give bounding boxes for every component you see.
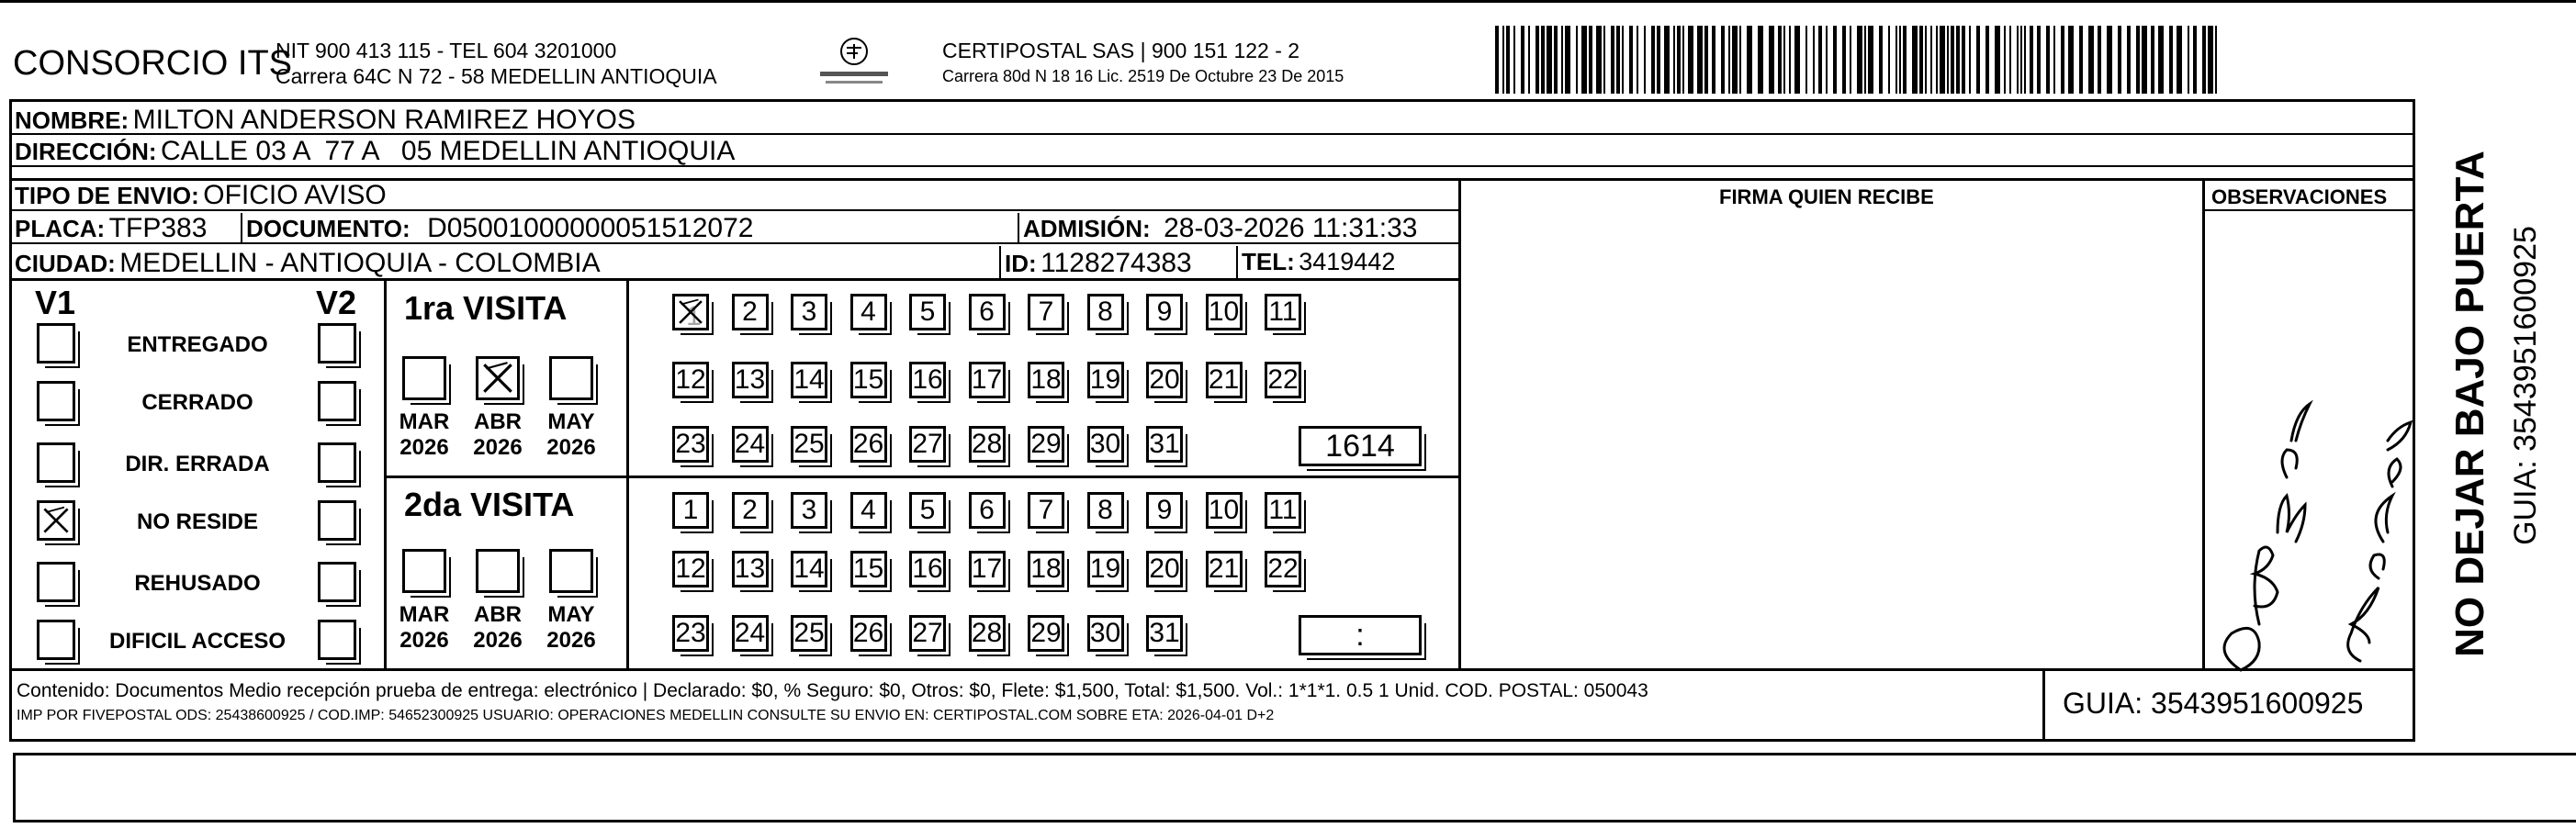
barcode-bar bbox=[1688, 26, 1693, 94]
month-label: ABR bbox=[474, 602, 522, 627]
frame-bottom bbox=[9, 739, 2415, 742]
row-line bbox=[9, 668, 2415, 671]
direccion-label: DIRECCIÓN: bbox=[15, 138, 157, 165]
barcode-bar bbox=[1879, 26, 1883, 94]
barcode-bar bbox=[1506, 26, 1510, 94]
barcode-bar bbox=[1541, 26, 1545, 94]
day-box[interactable]: 16 bbox=[909, 551, 946, 587]
barcode-bar bbox=[2037, 26, 2041, 94]
placa-value: TFP383 bbox=[108, 213, 208, 243]
day-box[interactable]: 15 bbox=[850, 551, 887, 587]
ciudad-row bbox=[15, 250, 601, 277]
barcode-bar bbox=[1622, 26, 1624, 94]
v2-checkbox[interactable] bbox=[318, 620, 356, 660]
day-box[interactable]: 31 bbox=[1146, 426, 1183, 463]
day-box[interactable]: 23 bbox=[672, 615, 709, 652]
day-box[interactable]: 10 bbox=[1206, 492, 1243, 529]
barcode-bar bbox=[1673, 26, 1675, 94]
day-box[interactable]: 28 bbox=[969, 426, 1006, 463]
day-box[interactable]: 3 bbox=[791, 294, 827, 330]
barcode-bar bbox=[2079, 26, 2083, 94]
month-label: ABR bbox=[474, 409, 522, 434]
barcode-bar bbox=[1951, 26, 1954, 94]
row-line bbox=[2202, 209, 2415, 211]
day-box[interactable]: 22 bbox=[1265, 551, 1301, 587]
frame-top bbox=[9, 99, 2415, 102]
v1-checkbox[interactable] bbox=[37, 620, 75, 660]
barcode-bar bbox=[2053, 26, 2055, 94]
v2-checkbox[interactable] bbox=[318, 562, 356, 602]
day-box[interactable]: 14 bbox=[791, 362, 827, 398]
carrier-address: Carrera 80d N 18 16 Lic. 2519 De Octubre 23 De 2015 bbox=[942, 67, 1344, 85]
tipo-label: TIPO DE ENVIO: bbox=[15, 182, 199, 209]
barcode-bar bbox=[1758, 26, 1763, 94]
barcode-bar bbox=[1899, 26, 1901, 94]
barcode-bar bbox=[1495, 26, 1499, 94]
barcode-bar bbox=[1826, 26, 1828, 94]
barcode-bar bbox=[1547, 26, 1552, 94]
v1-checkbox[interactable] bbox=[37, 562, 75, 602]
barcode-bar bbox=[2169, 26, 2173, 94]
month-checkbox[interactable] bbox=[402, 356, 446, 400]
barcode-bar bbox=[1739, 26, 1741, 94]
day-box[interactable]: 27 bbox=[909, 615, 946, 652]
day-box[interactable]: 19 bbox=[1087, 362, 1124, 398]
barcode-bar bbox=[1895, 26, 1897, 94]
visit-time-field[interactable]: 1614 bbox=[1299, 426, 1422, 466]
day-box[interactable]: 7 bbox=[1028, 294, 1064, 330]
day-box[interactable]: 6 bbox=[969, 492, 1006, 529]
day-box[interactable]: 26 bbox=[850, 426, 887, 463]
envelope-left bbox=[13, 753, 16, 822]
day-box[interactable]: 1 bbox=[672, 294, 709, 330]
barcode-bar bbox=[2188, 26, 2189, 94]
month-checkbox[interactable] bbox=[402, 549, 446, 593]
admision-value: 28-03-2026 11:31:33 bbox=[1164, 213, 1418, 243]
barcode-bar bbox=[2009, 26, 2011, 94]
barcode-bar bbox=[1813, 26, 1815, 94]
day-box[interactable]: 2 bbox=[732, 492, 769, 529]
barcode-bar bbox=[2098, 26, 2101, 94]
barcode-bar bbox=[2208, 26, 2213, 94]
id-value: 1128274383 bbox=[1041, 248, 1192, 278]
barcode-bar bbox=[1969, 26, 1971, 94]
visit-time-field[interactable]: : bbox=[1299, 615, 1422, 655]
barcode-bar bbox=[2030, 26, 2033, 94]
day-box[interactable]: 17 bbox=[969, 551, 1006, 587]
company-nit: NIT 900 413 115 - TEL 604 3201000 bbox=[276, 39, 617, 62]
barcode-bar bbox=[1947, 26, 1949, 94]
barcode-bar bbox=[2118, 26, 2121, 94]
top-edge bbox=[0, 0, 2576, 3]
firma-header: FIRMA QUIEN RECIBE bbox=[1719, 185, 1934, 208]
barcode-bar bbox=[1535, 26, 1539, 94]
barcode-bar bbox=[1940, 26, 1945, 94]
barcode-bar bbox=[1611, 26, 1614, 94]
month-checkbox[interactable] bbox=[476, 549, 520, 593]
barcode-bar bbox=[1644, 26, 1646, 94]
barcode-bar bbox=[1936, 26, 1938, 94]
year-label: 2026 bbox=[399, 435, 449, 460]
col-line bbox=[999, 246, 1001, 279]
barcode-bar bbox=[1888, 26, 1890, 94]
barcode-bar bbox=[1925, 26, 1927, 94]
barcode-bar bbox=[1565, 26, 1570, 94]
day-box[interactable]: 12 bbox=[672, 551, 709, 587]
barcode-bar bbox=[1930, 26, 1932, 94]
day-box[interactable]: 9 bbox=[1146, 294, 1183, 330]
day-box[interactable]: 13 bbox=[732, 551, 769, 587]
documento-value: D05001000000051512072 bbox=[427, 213, 754, 243]
col-line bbox=[1018, 213, 1019, 244]
documento-label: DOCUMENTO: bbox=[246, 215, 411, 242]
barcode-bar bbox=[1664, 26, 1670, 94]
nombre-value: MILTON ANDERSON RAMIREZ HOYOS bbox=[132, 105, 636, 135]
v2-checkbox[interactable] bbox=[318, 323, 356, 364]
status-label: CERRADO bbox=[141, 390, 253, 415]
barcode-bar bbox=[2017, 26, 2019, 94]
status-label: DIR. ERRADA bbox=[125, 452, 270, 476]
v2-header: V2 bbox=[316, 284, 357, 321]
day-box[interactable]: 24 bbox=[732, 426, 769, 463]
barcode-bar bbox=[1833, 26, 1837, 94]
barcode-bar bbox=[1805, 26, 1807, 94]
row-line bbox=[384, 476, 1460, 478]
status-label: ENTREGADO bbox=[127, 332, 268, 357]
id-row bbox=[1005, 250, 1192, 277]
month-checkbox[interactable] bbox=[476, 356, 520, 400]
barcode-bar bbox=[1629, 26, 1633, 94]
day-box[interactable]: 27 bbox=[909, 426, 946, 463]
day-box[interactable]: 4 bbox=[850, 492, 887, 529]
barcode-bar bbox=[1995, 26, 2000, 94]
barcode-bar bbox=[2151, 26, 2154, 94]
day-box[interactable]: 15 bbox=[850, 362, 887, 398]
barcode-bar bbox=[1682, 26, 1684, 94]
placa-row bbox=[15, 215, 207, 242]
v2-checkbox[interactable] bbox=[318, 381, 356, 421]
v2-checkbox[interactable] bbox=[318, 500, 356, 541]
v1-header: V1 bbox=[35, 284, 76, 321]
day-box[interactable]: 6 bbox=[969, 294, 1006, 330]
day-box[interactable]: 29 bbox=[1028, 615, 1064, 652]
barcode-bar bbox=[1794, 26, 1800, 94]
barcode-bar bbox=[2158, 26, 2164, 94]
v1-checkbox[interactable] bbox=[37, 323, 75, 364]
year-label: 2026 bbox=[546, 628, 596, 653]
col-line bbox=[2042, 670, 2045, 739]
col-line bbox=[1458, 178, 1461, 670]
day-box[interactable]: 8 bbox=[1087, 294, 1124, 330]
barcode-bar bbox=[1962, 26, 1965, 94]
barcode-bar bbox=[2088, 26, 2094, 94]
day-box[interactable]: 22 bbox=[1265, 362, 1301, 398]
barcode-bar bbox=[1728, 26, 1730, 94]
day-box[interactable]: 18 bbox=[1028, 362, 1064, 398]
day-box[interactable]: 14 bbox=[791, 551, 827, 587]
barcode-bar bbox=[1502, 26, 1504, 94]
day-box[interactable]: 19 bbox=[1087, 551, 1124, 587]
company-address: Carrera 64C N 72 - 58 MEDELLIN ANTIOQUIA bbox=[276, 64, 717, 88]
day-box[interactable]: 3 bbox=[791, 492, 827, 529]
placa-label: PLACA: bbox=[15, 215, 106, 242]
tipo-value: OFICIO AVISO bbox=[203, 180, 387, 210]
side-guia: GUIA: 3543951600925 bbox=[2508, 226, 2543, 545]
nombre-label: NOMBRE: bbox=[15, 106, 129, 134]
barcode-bar bbox=[1903, 26, 1907, 94]
tel-label: TEL: bbox=[1242, 248, 1295, 275]
day-box[interactable]: 10 bbox=[1206, 294, 1243, 330]
day-box[interactable]: 23 bbox=[672, 426, 709, 463]
nombre-row bbox=[15, 106, 636, 134]
tipo-row bbox=[15, 182, 387, 209]
barcode-bar bbox=[2004, 26, 2006, 94]
certipostal-logo bbox=[813, 35, 895, 90]
direccion-row bbox=[15, 138, 735, 165]
footer-content: Contenido: Documentos Medio recepción prueba de entrega: electrónico | Declarado: $0, % Seguro: $0, Otros: $0, Flete: $1,500, Total: $1,500. Vol.: 1*1*1. 0.5 1 Unid. COD. POSTAL: 050043 bbox=[17, 680, 1648, 701]
frame-left bbox=[9, 99, 12, 742]
barcode-bar bbox=[1637, 26, 1638, 94]
barcode-bar bbox=[1697, 26, 1703, 94]
year-label: 2026 bbox=[473, 628, 523, 653]
day-box[interactable]: 4 bbox=[850, 294, 887, 330]
ciudad-value: MEDELLIN - ANTIOQUIA - COLOMBIA bbox=[119, 248, 601, 278]
day-box[interactable]: 26 bbox=[850, 615, 887, 652]
year-label: 2026 bbox=[473, 435, 523, 460]
day-box[interactable]: 18 bbox=[1028, 551, 1064, 587]
year-label: 2026 bbox=[546, 435, 596, 460]
day-box[interactable]: 9 bbox=[1146, 492, 1183, 529]
day-box[interactable]: 30 bbox=[1087, 615, 1124, 652]
day-box[interactable]: 13 bbox=[732, 362, 769, 398]
barcode-bar bbox=[1677, 26, 1681, 94]
barcode-bar bbox=[1919, 26, 1923, 94]
tel-row bbox=[1242, 250, 1395, 274]
day-box[interactable]: 16 bbox=[909, 362, 946, 398]
side-title: NO DEJAR BAJO PUERTA bbox=[2447, 151, 2492, 657]
month-label: MAR bbox=[399, 602, 450, 627]
barcode bbox=[1495, 26, 2230, 94]
month-label: MAY bbox=[547, 602, 595, 627]
col-line bbox=[241, 213, 242, 244]
admision-label: ADMISIÓN: bbox=[1023, 215, 1151, 242]
barcode-bar bbox=[1850, 26, 1851, 94]
barcode-bar bbox=[1857, 26, 1862, 94]
barcode-bar bbox=[2127, 26, 2131, 94]
barcode-bar bbox=[1521, 26, 1524, 94]
carrier-name: CERTIPOSTAL SAS | 900 151 122 - 2 bbox=[942, 39, 1300, 62]
barcode-bar bbox=[2046, 26, 2050, 94]
day-box[interactable]: 31 bbox=[1146, 615, 1183, 652]
barcode-bar bbox=[2136, 26, 2140, 94]
year-label: 2026 bbox=[399, 628, 449, 653]
barcode-bar bbox=[1721, 26, 1725, 94]
day-box[interactable]: 1 bbox=[672, 492, 709, 529]
barcode-bar bbox=[1912, 26, 1918, 94]
day-box[interactable]: 30 bbox=[1087, 426, 1124, 463]
month-checkbox[interactable] bbox=[549, 356, 593, 400]
barcode-bar bbox=[1868, 26, 1873, 94]
day-box[interactable]: 20 bbox=[1146, 362, 1183, 398]
day-box[interactable]: 20 bbox=[1146, 551, 1183, 587]
id-label: ID: bbox=[1005, 250, 1037, 277]
v2-checkbox[interactable] bbox=[318, 442, 356, 483]
footer-guia: GUIA: 3543951600925 bbox=[2063, 687, 2364, 720]
barcode-bar bbox=[1789, 26, 1791, 94]
barcode-bar bbox=[1528, 26, 1530, 94]
barcode-bar bbox=[1554, 26, 1558, 94]
barcode-bar bbox=[1704, 26, 1708, 94]
month-checkbox[interactable] bbox=[549, 549, 593, 593]
day-box[interactable]: 5 bbox=[909, 492, 946, 529]
barcode-bar bbox=[2024, 26, 2026, 94]
ciudad-label: CIUDAD: bbox=[15, 250, 116, 277]
first-visit-title: 1ra VISITA bbox=[404, 289, 568, 327]
barcode-bar bbox=[2020, 26, 2022, 94]
envelope-top bbox=[13, 753, 2576, 755]
barcode-bar bbox=[1561, 26, 1563, 94]
barcode-bar bbox=[2061, 26, 2064, 94]
day-box[interactable]: 8 bbox=[1087, 492, 1124, 529]
barcode-bar bbox=[1732, 26, 1738, 94]
v1-checkbox[interactable] bbox=[37, 500, 75, 541]
observaciones-header: OBSERVACIONES bbox=[2211, 185, 2388, 208]
day-box[interactable]: 12 bbox=[672, 362, 709, 398]
direccion-value: CALLE 03 A 77 A 05 MEDELLIN ANTIOQUIA bbox=[161, 136, 736, 166]
day-box[interactable]: 5 bbox=[909, 294, 946, 330]
day-box[interactable]: 7 bbox=[1028, 492, 1064, 529]
barcode-bar bbox=[1712, 26, 1715, 94]
v1-checkbox[interactable] bbox=[37, 442, 75, 483]
status-label: REHUSADO bbox=[134, 571, 261, 596]
barcode-bar bbox=[1956, 26, 1960, 94]
barcode-bar bbox=[2193, 26, 2197, 94]
barcode-bar bbox=[2068, 26, 2074, 94]
day-box[interactable]: 21 bbox=[1206, 362, 1243, 398]
barcode-bar bbox=[1581, 26, 1587, 94]
documento-row bbox=[246, 215, 753, 242]
barcode-bar bbox=[1747, 26, 1752, 94]
barcode-bar bbox=[2177, 26, 2182, 94]
day-box[interactable]: 11 bbox=[1265, 294, 1301, 330]
barcode-bar bbox=[1842, 26, 1846, 94]
status-label: DIFICIL ACCESO bbox=[108, 629, 286, 654]
barcode-bar bbox=[1769, 26, 1774, 94]
barcode-bar bbox=[2215, 26, 2217, 94]
barcode-bar bbox=[1657, 26, 1660, 94]
barcode-bar bbox=[1783, 26, 1785, 94]
day-box[interactable]: 28 bbox=[969, 615, 1006, 652]
barcode-bar bbox=[1616, 26, 1620, 94]
col-line bbox=[1236, 246, 1238, 279]
barcode-bar bbox=[2107, 26, 2112, 94]
month-label: MAY bbox=[547, 409, 595, 434]
footer-print-info: IMP POR FIVEPOSTAL ODS: 25438600925 / COD.IMP: 54652300925 USUARIO: OPERACIONES MEDELLIN CONSULTE SU ENVIO EN: CERTIPOSTAL.COM SOBRE ETA: 2026-04-01 D+2 bbox=[17, 708, 1275, 723]
barcode-bar bbox=[1513, 26, 1515, 94]
month-label: MAR bbox=[399, 409, 450, 434]
barcode-bar bbox=[1651, 26, 1655, 94]
day-box[interactable]: 11 bbox=[1265, 492, 1301, 529]
barcode-bar bbox=[1818, 26, 1822, 94]
company-name: CONSORCIO ITS bbox=[13, 44, 293, 83]
barcode-bar bbox=[1778, 26, 1782, 94]
barcode-bar bbox=[1985, 26, 1989, 94]
barcode-bar bbox=[1976, 26, 1980, 94]
row-line bbox=[9, 278, 1460, 281]
barcode-bar bbox=[1589, 26, 1592, 94]
barcode-bar bbox=[1576, 26, 1578, 94]
second-visit-title: 2da VISITA bbox=[404, 486, 575, 523]
day-box[interactable]: 17 bbox=[969, 362, 1006, 398]
v1-checkbox[interactable] bbox=[37, 381, 75, 421]
day-box[interactable]: 25 bbox=[791, 426, 827, 463]
day-box[interactable]: 29 bbox=[1028, 426, 1064, 463]
day-box[interactable]: 25 bbox=[791, 615, 827, 652]
barcode-bar bbox=[2142, 26, 2147, 94]
barcode-bar bbox=[1864, 26, 1866, 94]
admision-row bbox=[1023, 215, 1417, 242]
barcode-bar bbox=[2202, 26, 2206, 94]
day-box[interactable]: 2 bbox=[732, 294, 769, 330]
day-box[interactable]: 21 bbox=[1206, 551, 1243, 587]
barcode-bar bbox=[1596, 26, 1602, 94]
day-box[interactable]: 24 bbox=[732, 615, 769, 652]
envelope-bottom bbox=[13, 820, 2576, 822]
status-label: NO RESIDE bbox=[136, 509, 259, 534]
barcode-bar bbox=[1603, 26, 1605, 94]
tel-value: 3419442 bbox=[1299, 248, 1396, 275]
